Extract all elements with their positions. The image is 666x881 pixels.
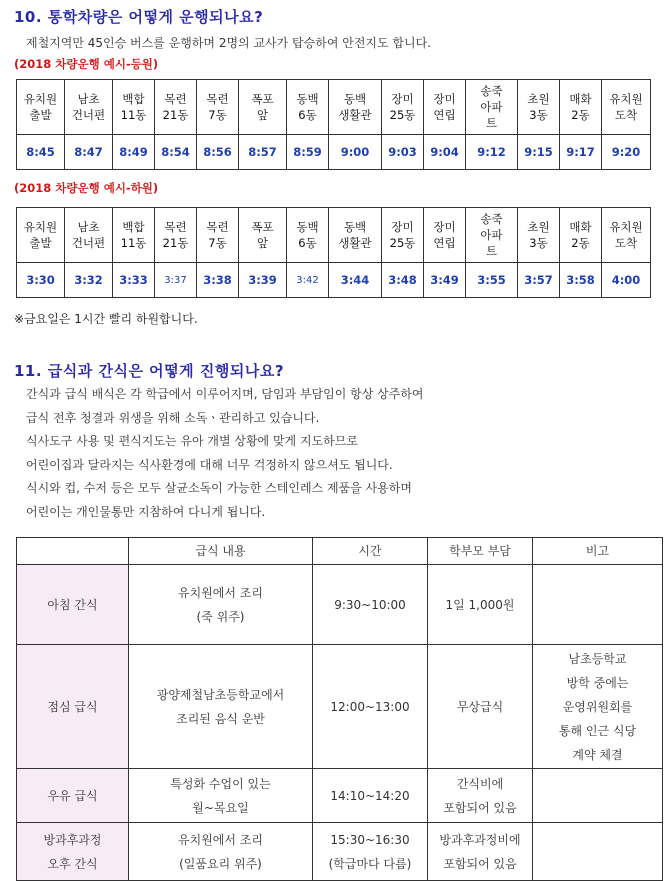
text-line: 어린이집과 달라지는 식사환경에 대해 너무 걱정하지 않으셔도 됩니다. bbox=[26, 457, 393, 472]
text-line: 장미 bbox=[391, 92, 414, 106]
meal-time-cell bbox=[313, 769, 428, 823]
text-line: 포함되어 있음 bbox=[443, 856, 517, 871]
text-line: 계약 체결 bbox=[572, 747, 623, 762]
meal-header-cell: 급식 내용 bbox=[129, 538, 313, 565]
text-line: 트 bbox=[485, 244, 498, 258]
text-line: 폭포 bbox=[251, 220, 274, 234]
text-line: 14:10~14:20 bbox=[330, 788, 410, 803]
meal-label-cell bbox=[17, 645, 129, 769]
text-line: 2동 bbox=[571, 236, 590, 250]
text-line: 백합 bbox=[122, 92, 145, 106]
stop-cell bbox=[424, 208, 466, 263]
meal-time-cell bbox=[313, 645, 428, 769]
text-line: 초원 bbox=[527, 92, 550, 106]
text-line: 동백 bbox=[343, 92, 367, 106]
stop-row bbox=[17, 208, 651, 263]
stop-cell bbox=[382, 80, 424, 135]
time-cell: 3:37 bbox=[155, 263, 197, 298]
section-11-title: 11. 급식과 간식은 어떻게 진행되나요? bbox=[14, 362, 285, 380]
text-line: 1일 1,000원 bbox=[445, 597, 515, 612]
stop-cell bbox=[382, 208, 424, 263]
time-cell: 3:38 bbox=[197, 263, 239, 298]
stop-cell bbox=[65, 208, 113, 263]
text-line: 연립 bbox=[433, 108, 456, 122]
text-line: 간식과 급식 배식은 각 학급에서 이루어지며, 담임과 부담임이 항상 상주하여 bbox=[26, 387, 424, 401]
text-line: 남초등학교 bbox=[568, 651, 627, 666]
text-line: 방과후과정비에 bbox=[439, 832, 521, 847]
time-row bbox=[17, 263, 651, 298]
text-line: 11동 bbox=[120, 108, 147, 122]
time-cell: 8:54 bbox=[155, 135, 197, 170]
text-line: 목련 bbox=[206, 220, 229, 234]
time-cell: 3:30 bbox=[17, 263, 65, 298]
time-cell: 3:49 bbox=[424, 263, 466, 298]
meal-note-cell bbox=[533, 769, 663, 823]
text-line: 목련 bbox=[164, 92, 187, 106]
meal-row bbox=[17, 645, 663, 769]
stop-cell bbox=[287, 208, 329, 263]
stop-row bbox=[17, 80, 651, 135]
departure-schedule-label: (2018 차량운행 예시-하원) bbox=[14, 181, 159, 195]
stop-cell bbox=[197, 208, 239, 263]
text-line: 송죽 bbox=[480, 212, 503, 226]
text-line: 트 bbox=[485, 116, 498, 130]
text-line: 3동 bbox=[529, 236, 548, 250]
text-line: 장미 bbox=[433, 92, 456, 106]
meal-header-cell bbox=[17, 538, 129, 565]
text-line: 3동 bbox=[529, 108, 548, 122]
time-cell: 3:58 bbox=[560, 263, 602, 298]
text-line: 통해 인근 식당 bbox=[558, 723, 637, 738]
stop-cell bbox=[602, 208, 651, 263]
time-cell: 9:12 bbox=[466, 135, 518, 170]
text-line: 유치원 bbox=[23, 92, 58, 106]
stop-cell bbox=[424, 80, 466, 135]
time-cell: 3:42 bbox=[287, 263, 329, 298]
meal-cost-cell bbox=[428, 823, 533, 881]
text-line: 건너편 bbox=[71, 108, 106, 122]
text-line: (학급마다 다름) bbox=[328, 856, 412, 871]
meal-row bbox=[17, 769, 663, 823]
meal-time-cell bbox=[313, 565, 428, 645]
text-line: 아침 간식 bbox=[47, 597, 98, 612]
text-line: 운영위원회를 bbox=[562, 699, 633, 714]
meal-content-cell bbox=[129, 565, 313, 645]
text-line: 식사도구 사용 및 편식지도는 유아 개별 상황에 맞게 지도하므로 bbox=[26, 434, 358, 448]
text-line: 목련 bbox=[164, 220, 187, 234]
text-line: 송죽 bbox=[480, 84, 503, 98]
text-line: 출발 bbox=[29, 236, 52, 250]
text-line: 남초 bbox=[77, 220, 100, 234]
meal-label-cell bbox=[17, 769, 129, 823]
text-line: 장미 bbox=[433, 220, 456, 234]
meal-table bbox=[16, 537, 663, 881]
meal-header-cell: 비고 bbox=[533, 538, 663, 565]
text-line: 동백 bbox=[343, 220, 367, 234]
stop-cell bbox=[518, 80, 560, 135]
text-line: 연립 bbox=[433, 236, 456, 250]
text-line: 광양제철남초등학교에서 bbox=[156, 687, 285, 702]
text-line: 도착 bbox=[614, 108, 638, 122]
text-line: 무상급식 bbox=[456, 699, 504, 714]
stop-cell bbox=[287, 80, 329, 135]
stop-cell bbox=[239, 80, 287, 135]
meal-content-cell bbox=[129, 769, 313, 823]
text-line: 방과후과정 bbox=[43, 832, 102, 847]
text-line: 21동 bbox=[162, 236, 189, 250]
text-line: 장미 bbox=[391, 220, 414, 234]
text-line: 출발 bbox=[29, 108, 52, 122]
text-line: 급식 전후 청결과 위생을 위해 소독ㆍ관리하고 있습니다. bbox=[26, 410, 320, 425]
meal-note-cell bbox=[533, 565, 663, 645]
meal-note-cell bbox=[533, 645, 663, 769]
stop-cell bbox=[113, 80, 155, 135]
meal-time-cell bbox=[313, 823, 428, 881]
time-row bbox=[17, 135, 651, 170]
text-line: 유치원에서 조리 bbox=[178, 585, 263, 600]
text-line: 도착 bbox=[614, 236, 638, 250]
stop-cell bbox=[155, 208, 197, 263]
arrival-schedule-label: (2018 차량운행 예시-등원) bbox=[14, 57, 159, 71]
time-cell: 4:00 bbox=[602, 263, 651, 298]
text-line: 25동 bbox=[389, 236, 416, 250]
text-line: 아파 bbox=[480, 100, 503, 114]
departure-schedule-table bbox=[16, 207, 651, 298]
text-line: 6동 bbox=[298, 236, 317, 250]
text-line: 어린이는 개인물통만 지참하여 다니게 됩니다. bbox=[26, 504, 266, 519]
text-line: 생활관 bbox=[338, 108, 372, 122]
time-cell: 9:03 bbox=[382, 135, 424, 170]
text-line: 2동 bbox=[571, 108, 590, 122]
text-line: 21동 bbox=[162, 108, 189, 122]
meal-cost-cell bbox=[428, 769, 533, 823]
section-10-description: 제철지역만 45인승 버스를 운행하며 2명의 교사가 탑승하여 안전지도 합니다. bbox=[26, 36, 431, 50]
meal-row bbox=[17, 565, 663, 645]
time-cell: 3:32 bbox=[65, 263, 113, 298]
text-line: 12:00~13:00 bbox=[330, 699, 410, 714]
time-cell: 3:55 bbox=[466, 263, 518, 298]
text-line: 초원 bbox=[527, 220, 550, 234]
meal-label-cell bbox=[17, 823, 129, 881]
section-10-title: 10. 통학차량은 어떻게 운행되나요? bbox=[14, 8, 264, 26]
meal-content-cell bbox=[129, 823, 313, 881]
text-line: 오후 간식 bbox=[47, 856, 98, 871]
time-cell: 9:20 bbox=[602, 135, 651, 170]
text-line: 유치원 bbox=[609, 220, 643, 234]
text-line: 동백 bbox=[296, 220, 319, 234]
friday-note: ※금요일은 1시간 빨리 하원합니다. bbox=[14, 312, 198, 326]
text-line: 식시와 컵, 수저 등은 모두 살균소독이 가능한 스테인레스 제품을 사용하며 bbox=[26, 481, 412, 495]
time-cell: 9:00 bbox=[329, 135, 382, 170]
stop-cell bbox=[197, 80, 239, 135]
text-line: 점심 급식 bbox=[47, 699, 98, 714]
text-line: 11동 bbox=[120, 236, 147, 250]
time-cell: 8:47 bbox=[65, 135, 113, 170]
stop-cell bbox=[17, 80, 65, 135]
time-cell: 8:59 bbox=[287, 135, 329, 170]
text-line: 유치원 bbox=[23, 220, 58, 234]
text-line: 백합 bbox=[122, 220, 145, 234]
text-line: 15:30~16:30 bbox=[330, 832, 410, 847]
stop-cell bbox=[329, 208, 382, 263]
text-line: 생활관 bbox=[338, 236, 372, 250]
text-line: 목련 bbox=[206, 92, 229, 106]
meal-header-cell: 시간 bbox=[313, 538, 428, 565]
text-line: (일품요리 위주) bbox=[179, 856, 262, 871]
time-cell: 3:48 bbox=[382, 263, 424, 298]
text-line: 방학 중에는 bbox=[566, 675, 629, 690]
meal-row bbox=[17, 823, 663, 881]
stop-cell bbox=[17, 208, 65, 263]
text-line: 7동 bbox=[208, 108, 227, 122]
text-line: 유치원 bbox=[609, 92, 643, 106]
stop-cell bbox=[466, 80, 518, 135]
time-cell: 3:39 bbox=[239, 263, 287, 298]
meal-cost-cell bbox=[428, 645, 533, 769]
meal-label-cell bbox=[17, 565, 129, 645]
text-line: 유치원에서 조리 bbox=[178, 832, 263, 847]
text-line: 남초 bbox=[77, 92, 100, 106]
text-line: 우유 급식 bbox=[47, 788, 98, 803]
text-line: 간식비에 bbox=[456, 776, 504, 791]
meal-header-cell: 학부모 부담 bbox=[428, 538, 533, 565]
time-cell: 9:04 bbox=[424, 135, 466, 170]
meal-content-cell bbox=[129, 645, 313, 769]
time-cell: 8:45 bbox=[17, 135, 65, 170]
arrival-schedule-table bbox=[16, 79, 651, 170]
text-line: 6동 bbox=[298, 108, 317, 122]
text-line: 앞 bbox=[256, 236, 269, 250]
stop-cell bbox=[560, 80, 602, 135]
text-line: (죽 위주) bbox=[196, 609, 245, 624]
stop-cell bbox=[113, 208, 155, 263]
stop-cell bbox=[329, 80, 382, 135]
stop-cell bbox=[155, 80, 197, 135]
stop-cell bbox=[65, 80, 113, 135]
text-line: 동백 bbox=[296, 92, 319, 106]
text-line: 조리된 음식 운반 bbox=[176, 711, 265, 726]
time-cell: 3:57 bbox=[518, 263, 560, 298]
section-11-paragraph bbox=[26, 383, 424, 524]
text-line: 25동 bbox=[389, 108, 416, 122]
text-line: 7동 bbox=[208, 236, 227, 250]
text-line: 아파 bbox=[480, 228, 503, 242]
stop-cell bbox=[466, 208, 518, 263]
stop-cell bbox=[518, 208, 560, 263]
stop-cell bbox=[560, 208, 602, 263]
text-line: 폭포 bbox=[251, 92, 274, 106]
text-line: 월~목요일 bbox=[192, 800, 249, 815]
time-cell: 3:44 bbox=[329, 263, 382, 298]
stop-cell bbox=[239, 208, 287, 263]
stop-cell bbox=[602, 80, 651, 135]
meal-note-cell bbox=[533, 823, 663, 881]
time-cell: 3:33 bbox=[113, 263, 155, 298]
time-cell: 9:17 bbox=[560, 135, 602, 170]
text-line: 매화 bbox=[569, 92, 592, 106]
meal-cost-cell bbox=[428, 565, 533, 645]
time-cell: 9:15 bbox=[518, 135, 560, 170]
time-cell: 8:57 bbox=[239, 135, 287, 170]
time-cell: 8:56 bbox=[197, 135, 239, 170]
text-line: 건너편 bbox=[71, 236, 106, 250]
time-cell: 8:49 bbox=[113, 135, 155, 170]
text-line: 매화 bbox=[569, 220, 592, 234]
text-line: 포함되어 있음 bbox=[443, 800, 517, 815]
text-line: 9:30~10:00 bbox=[334, 597, 406, 612]
meal-table-header bbox=[17, 538, 663, 565]
text-line: 특성화 수업이 있는 bbox=[170, 776, 271, 791]
text-line: 앞 bbox=[256, 108, 269, 122]
